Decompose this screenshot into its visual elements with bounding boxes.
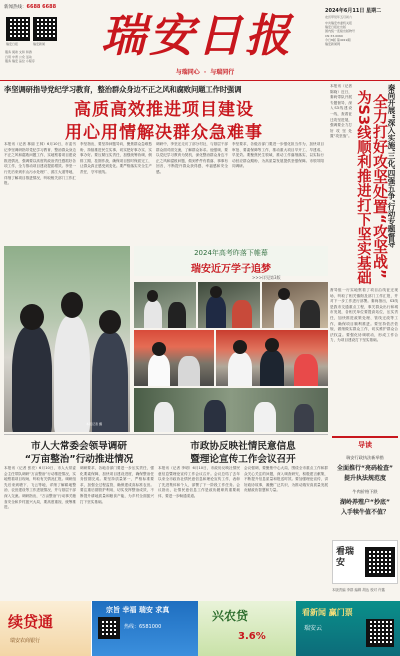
student-figure [228, 352, 252, 386]
student-figure [274, 298, 294, 328]
right-feature-kicker[interactable]: 秦尚开展“深入实施‘三化’四强五争’行动专题督导 [387, 84, 396, 248]
right-feature-headline-2[interactable]: 为S3线顺利推进打下坚实基础 [355, 90, 371, 285]
mid-bottom-body-col1: 本报讯（记者 李明）6月10日，市政协反映社情民意信息暨理论宣传工作会议召开。会议总结了去年以来全市政协社情民意信息和理论宣传工作，表彰了先进集体和个人，部署了下一阶段工作任务。会议指出，社情民意信息工作是政协履职的重要载体，要进一步畅通渠道。 [158, 466, 240, 498]
mid-bottom-body-col2: 会议强调，要聚焦中心大局，围绕全市重点工作和群众关心关注的问题，深入调查研究，积极建言献策，不断提升信息质量和报送时效。要加强理论宣传，讲好政协故事，凝聚广泛共识，为推动瑞安高质量发展贡献政协智慧和力量。 [244, 466, 328, 493]
slogan-divider: · [203, 69, 207, 76]
top-article-body-col2: 李坚指出，要坚持问题导向，聚焦群众急难愁盼，持续推进民生实事，切实把好事办实、实事办好。要压紧压实责任，加强统筹协调，倒排工期、挂图作战，确保项目按时保质完工，让群众真正感受到变化。要严格落实安全生产责任，守牢底线。 [80, 142, 152, 174]
app-box-label-1: 看瑞 [336, 547, 355, 557]
ad-service-qr [98, 617, 120, 639]
right-feature [330, 84, 398, 434]
ad-farm-loan-title: 兴农贷 [212, 609, 249, 623]
lunar-date: 农历甲辰年五月初六 [325, 15, 353, 19]
issue-info-line: 国内统一连续出版物号 [325, 29, 356, 34]
ad-loan-title: 续贷通 [8, 613, 54, 631]
masthead-rule [0, 80, 400, 81]
guide-item1-kicker[interactable]: 瑞安行政执法新举措 [346, 455, 384, 460]
exam-photo-caption: 本报记者 摄 [86, 422, 102, 426]
guide-title: 导读 [358, 441, 372, 449]
issue-date: 2024年6月11日 星期二 [325, 8, 382, 14]
student-head [147, 290, 158, 302]
left-bottom-body-col2: 调研要求，各地各部门要进一步压实责任，强化要素保障，加快项目建设进度，确保整治任务按期完成。要坚持质量第一，严格标准要求，加强全过程监管，确保建成高标准农田。要注重后期管护利用，切实发挥整治成效，不断提升耕地质量和粮食产能，为乡村全面振兴打下坚实基础。 [80, 466, 154, 504]
qr-code-right [33, 17, 57, 41]
student-figure [300, 300, 320, 328]
divider-bottom [4, 434, 328, 435]
guide-item2-headline2[interactable]: 入手犊牛值不值？ [340, 509, 389, 516]
left-bottom-headline-2[interactable]: “万亩整治”行动推进情况 [24, 454, 134, 465]
issue-info-line: 瑞安日报社出版 [325, 25, 347, 30]
left-bottom-headline-1[interactable]: 市人大常委会领导调研 [31, 441, 127, 452]
ad-loan-sub: 瑞安农商银行 [10, 638, 41, 644]
student-head [20, 304, 44, 330]
exam-photo-4 [262, 282, 328, 328]
right-feature-headline-quote: “攻坚战” [371, 214, 389, 279]
right-feature-body-top: 本报讯（记者 陈晓）近日，秦尚带队开展专题督导，深入S3线建设一线，查看征迁攻坚进展，强调要全力打好攻坚处置“攻坚战”。 [330, 84, 352, 139]
top-article-headline-1[interactable]: 高质高效推进项目建设 [74, 100, 254, 120]
issue-info-line: 今日8版 第4919期 [325, 37, 351, 42]
top-article-kicker[interactable]: 李坚调研指导党纪学习教育，整治群众身边不正之风和腐败问题工作时强调 [4, 85, 242, 94]
exam-photo-6 [216, 330, 328, 386]
top-article-headline-2[interactable]: 用心用情解决群众急难事 [65, 123, 263, 143]
ad-service[interactable] [92, 601, 198, 656]
hotline-label: 新闻热线： [4, 5, 27, 10]
hotline-number: 6688 6688 [26, 4, 57, 10]
guide-item1-headline2[interactable]: 提升执法规范度 [343, 475, 386, 482]
top-article-body-col1: 本报讯（记者 林丽 王林）6月10日，市委书记李坚调研指导党纪学习教育、整治群众身边不正之风和腐败问题工作，实地察看项目建设推进情况，强调要以高度的政治责任感抓好各项工作，全力推动项目建设提质增效。李坚一行先后来到东山污水处理厂、滨江大道等地，详细了解项目推进情况，听取相关部门工作汇报。 [4, 142, 76, 186]
exam-link[interactable]: >>>详见第3版 [252, 275, 281, 280]
student-figure [144, 300, 162, 328]
issue-info-line: 中共瑞安市委机关报 [325, 21, 353, 25]
issue-info [325, 21, 395, 46]
exam-tag-text: 2024年高考昨落下帷幕 [194, 249, 268, 257]
student-figure [92, 332, 128, 432]
ad-loan[interactable] [0, 601, 92, 656]
ad-news-app-qr [366, 619, 394, 647]
student-head [99, 310, 121, 334]
left-bottom-body-col1: 本报讯（记者 张亮）6月10日，市人大常委会主任带队调研“万亩整治”行动推进情况，实地察看项目现场，听取有关情况汇报。调研组先后来到塘下、飞云等地，详细了解耕地整治、农田建设等工作进展情况，并与基层干部深入交流。调研指出，“万亩整治”行动事关粮食安全和乡村振兴大局，要高度重视、统筹推进。 [4, 466, 76, 510]
hotline [4, 4, 56, 10]
ad-farm-loan-rate: 3.6% [238, 631, 266, 642]
top-article-body-col3: 调研中，李坚还走访了部分村社，与基层干部群众面对面交流，了解群众诉求。他强调，要以党纪学习教育为契机，深化整治群众身边不正之风和腐败问题，做到件件有着落、事事有回音，不断提升群众获得感、幸福感和安全感。 [156, 142, 228, 174]
guide-box [332, 436, 398, 536]
exam-photo-5 [134, 330, 214, 386]
student-figure [294, 404, 314, 432]
masthead [0, 0, 400, 82]
student-figure [54, 316, 90, 432]
student-figure [260, 350, 284, 386]
ad-news-app[interactable] [296, 601, 400, 656]
guide-item2-kicker[interactable]: 牛肉价格下跌 [352, 489, 378, 494]
issue-info-line: 瑞安新闻网 [325, 42, 341, 47]
student-figure [12, 326, 52, 432]
app-box-label-2: 安 [336, 558, 346, 568]
right-feature-headline-1[interactable] [372, 94, 388, 304]
student-figure [206, 296, 226, 328]
editor-line: 本版责编 李群 编辑 胡达 校对 许鑫 [332, 588, 385, 592]
student-figure [294, 354, 318, 386]
qr-code-left [6, 17, 30, 41]
student-head [265, 338, 279, 352]
qr-label-left: 瑞安日报 [6, 42, 19, 46]
mid-bottom-headline-1[interactable]: 市政协反映社情民意信息 [190, 441, 296, 452]
right-feature-headline-1-text: 全力打好攻坚处置 [371, 94, 389, 214]
ad-news-app-sub: 瑞安云 [304, 625, 323, 632]
student-figure [254, 402, 276, 432]
slogan-right: 与瑞同行 [210, 69, 235, 76]
exam-photo-2 [134, 282, 196, 328]
ad-service-phone: 热线：6581000 [124, 624, 162, 630]
slogan [150, 67, 260, 76]
exam-photo-main [4, 246, 130, 432]
ad-news-app-title: 看新闻 赢门票 [302, 608, 353, 617]
student-figure [168, 302, 186, 328]
student-figure [148, 354, 170, 386]
student-head [152, 342, 166, 356]
student-head [61, 292, 83, 318]
top-article-body-col4: 李坚要求，各级各部门要进一步强化担当作为，加快项目审批、要素保障等工作，推动重大项目早开工、早建成、早见效。要聚焦民生领域，推动工作落细落实，以实际行动回应群众期盼，为高质量发展提供坚强保障。市领导陪同调研。 [232, 142, 324, 169]
masthead-notes: 服务 阅卷 文和 和游 日用 中青 公众 活动 服务 瑞安 品位 小程序 [5, 50, 35, 64]
exam-headline[interactable]: 瑞安近万学子追梦 [191, 264, 271, 275]
student-head [233, 340, 247, 354]
newspaper-logo: 瑞安日报 [100, 9, 293, 62]
student-figure [204, 400, 226, 432]
exam-tag [134, 246, 328, 276]
issue-info-line: CN 33-0069 [325, 33, 343, 38]
student-figure [178, 356, 200, 386]
exam-photo-7 [134, 388, 328, 432]
ad-farm-loan[interactable] [198, 601, 296, 656]
slogan-left: 与瑞同心 [175, 69, 200, 76]
student-head [210, 286, 222, 298]
mid-bottom-headline-2[interactable]: 暨理论宣传工作会议召开 [190, 454, 296, 465]
app-qr-code [365, 547, 395, 577]
student-figure [154, 402, 174, 432]
app-box-label [336, 547, 358, 569]
student-head [278, 288, 290, 300]
student-figure [232, 300, 252, 328]
app-box[interactable] [332, 540, 398, 584]
guide-item1-headline1[interactable]: 全面推行“亮码检查” [337, 465, 393, 472]
right-feature-body-bottom: 督导组一行实地察看了项目沿线征迁现场，听取了相关镇街及部门工作汇报，并对下一步工作进行部署。秦尚指出，S3线是我市交通重点工程，事关群众出行和城市发展，各相关单位要提高站位，压实责任，加快推进政策处理、管线迁改等工作，确保项目顺利推进。要坚持依法依规，做细做实群众工作，切实维护群众合法权益。要强化协调联动，形成工作合力，为项目建设打下坚实基础。 [330, 288, 398, 343]
ad-service-top: 宗旨 幸福 瑞安 求真 [106, 606, 170, 614]
qr-label-right: 瑞安新闻 [33, 42, 46, 46]
exam-photo-3 [198, 282, 260, 328]
guide-item2-headline1[interactable]: 湖岭养殖户“抄底” [340, 499, 390, 506]
